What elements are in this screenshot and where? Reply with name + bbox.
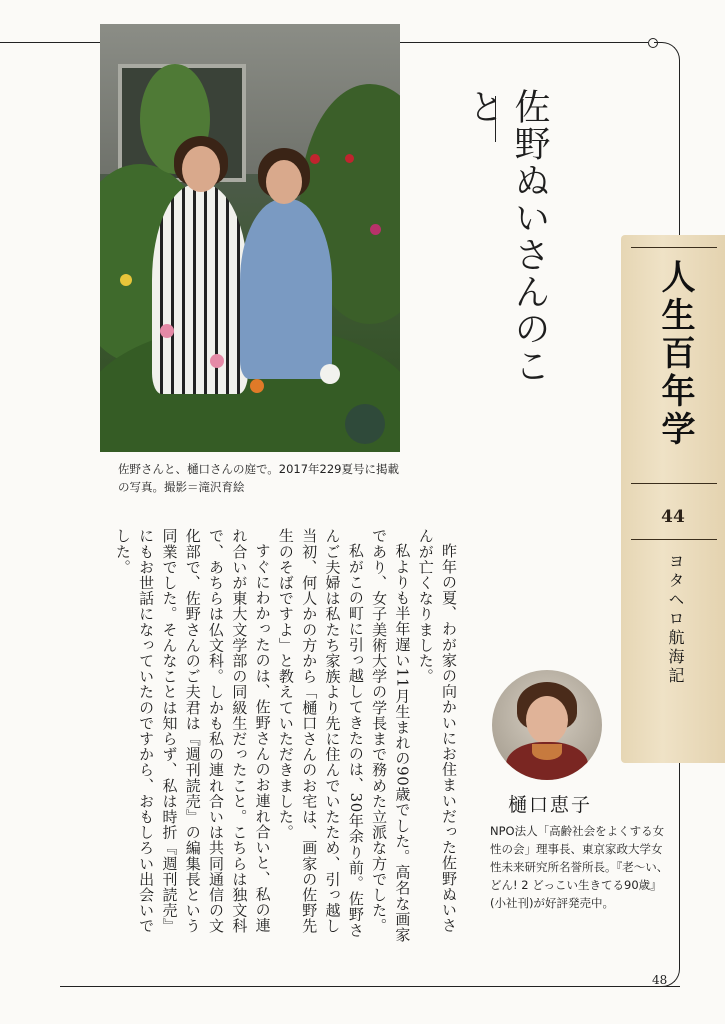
photo-flower — [250, 379, 264, 393]
page-number: 48 — [652, 973, 668, 987]
photo-flower — [345, 154, 354, 163]
avatar-face — [526, 696, 568, 744]
photo-flower — [345, 404, 385, 444]
author-avatar — [492, 670, 602, 780]
avatar-necklace — [532, 744, 562, 760]
article-title: 佐野ぬいさんのこと — [463, 88, 550, 384]
photo-flower — [320, 364, 340, 384]
tag-line — [631, 247, 717, 248]
photo-person-right — [240, 199, 332, 379]
series-number: 44 — [661, 507, 685, 527]
series-title: 人生百年学 — [655, 259, 695, 449]
series-tag — [621, 235, 725, 763]
series-subtitle: ヨタヘロ航海記 — [666, 553, 685, 686]
article-paragraph: 昨年の夏、わが家の向かいにお住まいだった佐野ぬいさんが亡くなりました。 — [416, 528, 458, 933]
author-name: 樋口恵子 — [508, 794, 593, 816]
tag-line — [631, 483, 717, 484]
author-bio: NPO法人「高齢社会をよくする女性の会」理事長、東京家政大学女性未来研究所名誉所長。『老〜い、どん! 2 どっこい生きてる90歳』(小社刊)が好評発売中。 — [490, 824, 669, 910]
garden-photo — [100, 24, 400, 452]
photo-caption: 佐野さんと、樋口さんの庭で。2017年229夏号に掲載の写真。撮影＝滝沢育絵 — [118, 462, 399, 494]
photo-flower — [160, 324, 174, 338]
photo-person-left — [152, 184, 248, 394]
article-paragraph: 私よりも半年遅い11月生まれの90歳でした。高名な画家であり、女子美術大学の学長まで務めた立派な方でした。 — [370, 528, 412, 943]
frame-corner — [654, 42, 680, 68]
article-paragraph: すぐにわかったのは、佐野さんのお連れ合いと、私の連れ合いが東大文学部の同級生だったこと。こちらは独文科で、あちらは仏文科。しかも私の連れ合いは共同通信の文化部で、佐野さんのご夫君は『週刊読売』の編集長という同業でした。そんなことは知らず、私は時折『週刊読売』にもお世話になっていたのですから、おもしろい出会いでした。 — [113, 528, 272, 934]
photo-face-left — [182, 146, 220, 192]
frame-bottom-line — [60, 986, 680, 987]
photo-flower — [120, 274, 132, 286]
photo-face-right — [266, 160, 302, 204]
photo-flower — [310, 154, 320, 164]
photo-flower — [370, 224, 381, 235]
photo-flower — [210, 354, 224, 368]
article-body — [68, 528, 460, 948]
tag-line — [631, 539, 717, 540]
article-paragraph: 私がこの町に引っ越してきたのは、30年余り前。佐野さんご夫婦は私たち家族より先に住んでいたため、引っ越し当初、何人かの方から「樋口さんのお宅は、画家の佐野先生のそばですよ」と教えていただきました。 — [276, 528, 365, 938]
